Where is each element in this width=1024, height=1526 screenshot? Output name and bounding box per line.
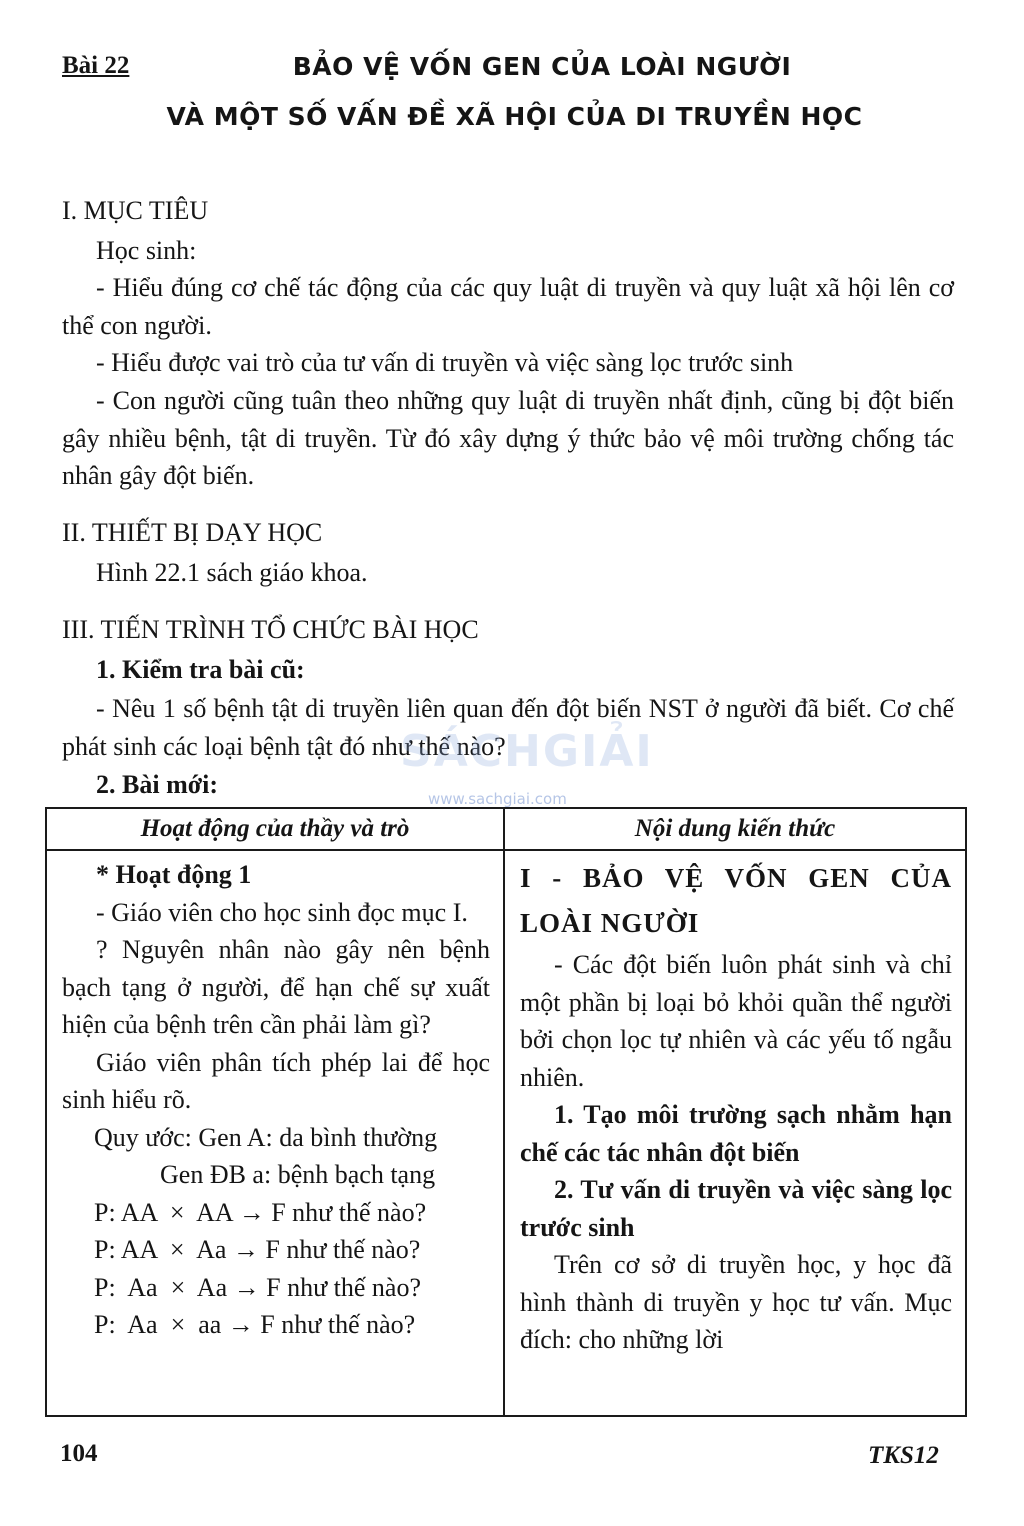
column-header-activities: Hoạt động của thầy và trò <box>46 808 504 850</box>
objective-item-1: - Hiểu đúng cơ chế tác động của các quy luật di truyền và quy luật xã hội lên cơ thể con người. <box>62 273 954 340</box>
subsection-1-text: - Nêu 1 số bệnh tật di truyền liên quan đến đột biến NST ở người đã biết. Cơ chế phát sinh các loại bệnh tật đó như thế nào? <box>62 694 954 761</box>
cross-question: P: AA × Aa → F như thế nào? <box>94 1235 421 1264</box>
column-header-content: Nội dung kiến thức <box>504 808 966 850</box>
cross-question: P: AA × AA → F như thế nào? <box>94 1197 427 1227</box>
content-paragraph: - Các đột biến luôn phát sinh và chỉ một phần bị loại bỏ khỏi quần thể người bởi chọn lọc tự nhiên và các yếu tố ngẫu nhiên. <box>520 950 952 1092</box>
activity-heading: * Hoạt động 1 <box>96 860 252 889</box>
lesson-plan-table <box>45 807 967 1417</box>
activity-step: Giáo viên phân tích phép lai để học sinh hiểu rõ. <box>62 1047 490 1114</box>
subsection-1-heading: 1. Kiểm tra bài cũ: <box>96 655 305 684</box>
content-cell <box>504 850 966 1416</box>
lesson-label: Bài 22 <box>62 52 130 79</box>
content-subheading: 1. Tạo môi trường sạch nhằm hạn chế các tác nhân đột biến <box>520 1100 952 1167</box>
watermark-url: www.sachgiai.com <box>428 790 567 808</box>
activity-question: ? Nguyên nhân nào gây nên bệnh bạch tạng ở người, để hạn chế sự xuất hiện của bệnh trên cần phải làm gì? <box>62 935 490 1039</box>
objective-item-3: - Con người cũng tuân theo những quy luật di truyền nhất định, cũng bị đột biến gây nhiều bệnh, tật di truyền. Từ đó xây dựng ý thức bảo vệ môi trường chống tác nhân gây đột biến. <box>62 386 954 490</box>
content-heading: I - BẢO VỆ VỐN GEN CỦA LOÀI NGƯỜI <box>520 863 952 938</box>
lesson-title-line-1: BẢO VỆ VỐN GEN CỦA LOÀI NGƯỜI <box>292 52 792 81</box>
section-2-heading: II. THIẾT BỊ DẠY HỌC <box>62 518 323 547</box>
content-paragraph: Trên cơ sở di truyền học, y học đã hình thành di truyền y học tư vấn. Mục đích: cho những lời <box>520 1250 952 1354</box>
objective-item-2: - Hiểu được vai trò của tư vấn di truyền và việc sàng lọc trước sinh <box>96 348 794 377</box>
section-2-text: Hình 22.1 sách giáo khoa. <box>96 558 368 587</box>
activities-cell <box>46 850 504 1416</box>
page-number: 104 <box>60 1440 98 1467</box>
watermark-brand: SÁCHGIẢI <box>400 726 654 777</box>
gene-convention: Quy ước: Gen A: da bình thường <box>94 1122 438 1152</box>
section-1-intro: Học sinh: <box>96 236 197 265</box>
lesson-title-line-2: VÀ MỘT SỐ VẤN ĐỀ XÃ HỘI CỦA DI TRUYỀN HỌC <box>166 102 863 131</box>
book-code: TKS12 <box>868 1442 939 1469</box>
content-subheading: 2. Tư vấn di truyền và việc sàng lọc trước sinh <box>520 1175 952 1242</box>
gene-convention: Gen ĐB a: bệnh bạch tạng <box>160 1160 436 1189</box>
section-1-heading: I. MỤC TIÊU <box>62 196 209 225</box>
section-3-heading: III. TIẾN TRÌNH TỔ CHỨC BÀI HỌC <box>62 615 479 644</box>
activity-step: - Giáo viên cho học sinh đọc mục I. <box>96 897 468 927</box>
cross-question: P: Aa × aa → F như thế nào? <box>94 1310 416 1339</box>
subsection-2-heading: 2. Bài mới: <box>96 770 219 799</box>
cross-question: P: Aa × Aa → F như thế nào? <box>94 1272 422 1302</box>
